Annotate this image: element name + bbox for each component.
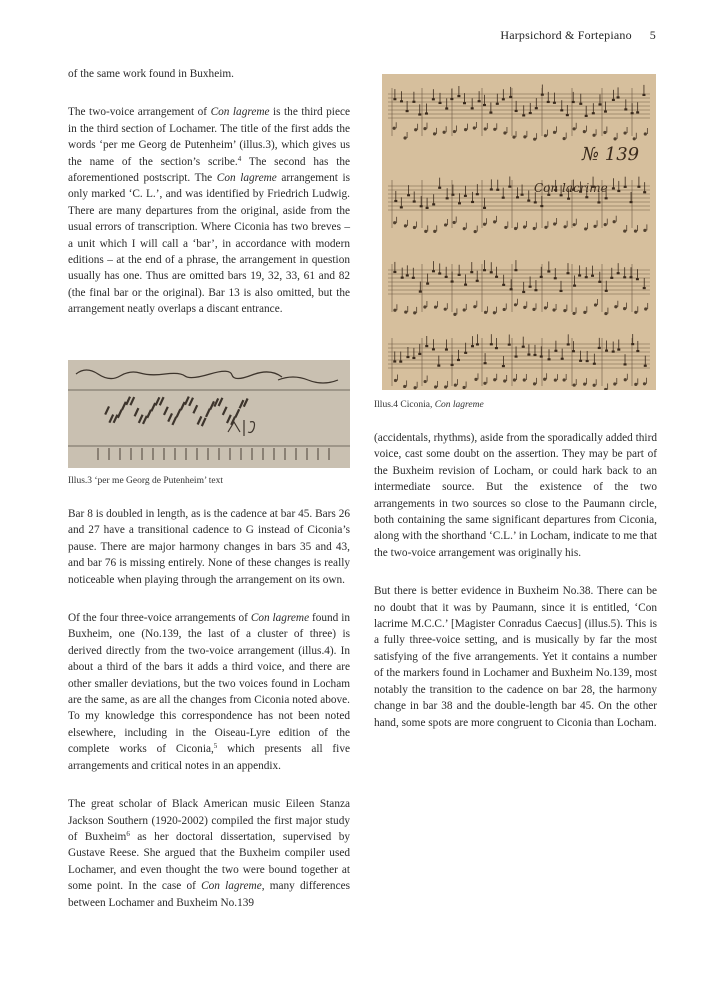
manuscript-title: Con lacrime: [534, 181, 608, 195]
journal-title: Harpsichord & Fortepiano: [500, 28, 632, 42]
paragraph: The two-voice arrangement of Con lagreme is the third piece in the third section of Lochamer. The title of the first adds the words ‘per me Georg de Putenheim’ (illus.3), which gives us the name of the section’s scribe.$^4$ The second has the aforementioned postscript. The Con lagreme arrangement is only marked ‘C. L.’, and was identified by Friedrich Ludwig. There are many departures from the original, aside from the usual errors of transcription. Where Ciconia has two breves – a unit which I will call a ‘bar’, in accordance with modern editions – at the end of a phrase, the arrangement in question usually has one. Thus are omitted bars 19, 32, 33, 61 and 82 (the final bar or the original). Bar 13 is also omitted, but the arrangement neatly overlaps a discant entrance.: [68, 106, 350, 316]
illustration-3-caption: Illus.3 ‘per me Georg de Putenheim’ text: [68, 476, 224, 486]
illustration-3-caption-box: [68, 476, 350, 486]
right-column: [374, 430, 657, 753]
footnote-ref: 4: [237, 154, 242, 163]
paragraph: But there is better evidence in Buxheim No.38. There can be no doubt that it was by Paumann, since it is entitled, ‘Con lacrime M.C.C.’ [Magister Conradus Caecus] (illus.5). This is a fully three-voice setting, and is musically by far the most satisfying of the five arrangements. Yet it contains a number of the markers found in Lochamer and Buxheim No.139, most notably the transition to the cadence on bar 28, the harmony change in bar 38 and the double-length bar 45. On the other hand, some spots are more congruent to Ciconia than Locham.: [374, 585, 657, 729]
footnote-ref: 5: [213, 742, 218, 751]
illustration-4-caption-box: [374, 400, 657, 410]
illustration-3-image: [68, 360, 350, 468]
page-number: 5: [649, 28, 656, 42]
illustration-4-image: [382, 74, 656, 390]
footnote-ref: 6: [126, 829, 130, 838]
paragraph: The great scholar of Black American music Eileen Stanza Jackson Southern (1920-2002) compiled the first major study of Buxheim$^6$ as her doctoral dissertation, supervised by Gustave Reese. She argued that the Buxheim compiler used Lochamer, and even thought the two were bound together at some point. In the case of Con lagreme, many differences between Lochamer and Buxheim No.139: [68, 798, 351, 909]
paragraph: of the same work found in Buxheim.: [68, 68, 234, 80]
paragraph: Bar 8 is doubled in length, as is the cadence at bar 45. Bars 26 and 27 have a transitional cadence to G instead of Ciconia’s pause. There are major harmony changes in bars 35 and 43, and bar 76 is missing entirely. None of these changes is really noticeable when playing through the arrangement on its own.: [68, 508, 350, 586]
paragraph: (accidentals, rhythms), aside from the sporadically added third voice, cast some doubt on the assertion. They may be part of the Buxheim revision of Locham, or could hark back to an intermediate source. But the existence of the two arrangements in two sources so close to the Paumann circle, both containing the same significant departures from Ciconia, along with the shorthand ‘C.L.’ in Locham, indicate to me that the two-voice arrangement was originally his.: [374, 432, 657, 559]
illustration-4-caption: Illus.4 Ciconia, Con lagreme: [374, 400, 484, 410]
left-column-bottom: [68, 506, 350, 933]
manuscript-number: № 139: [582, 144, 640, 165]
running-head: [500, 28, 656, 43]
paragraph: Of the four three-voice arrangements of Con lagreme found in Buxheim, one (No.139, the last of a cluster of three) is derived directly from the two-voice arrangement (illus.4). In about a third of the bars it adds a third voice, and there are other smaller deviations, but the two voices found in Locham are the same, as are all the changes from Ciconia noted above. To my knowledge this correspondence has not been noted elsewhere, including in the Oiseau-Lyre edition of the complete works of Ciconia,$^5$ which presents all five arrangements and critical notes in an appendix.: [68, 612, 350, 772]
left-column-top: [68, 66, 350, 340]
